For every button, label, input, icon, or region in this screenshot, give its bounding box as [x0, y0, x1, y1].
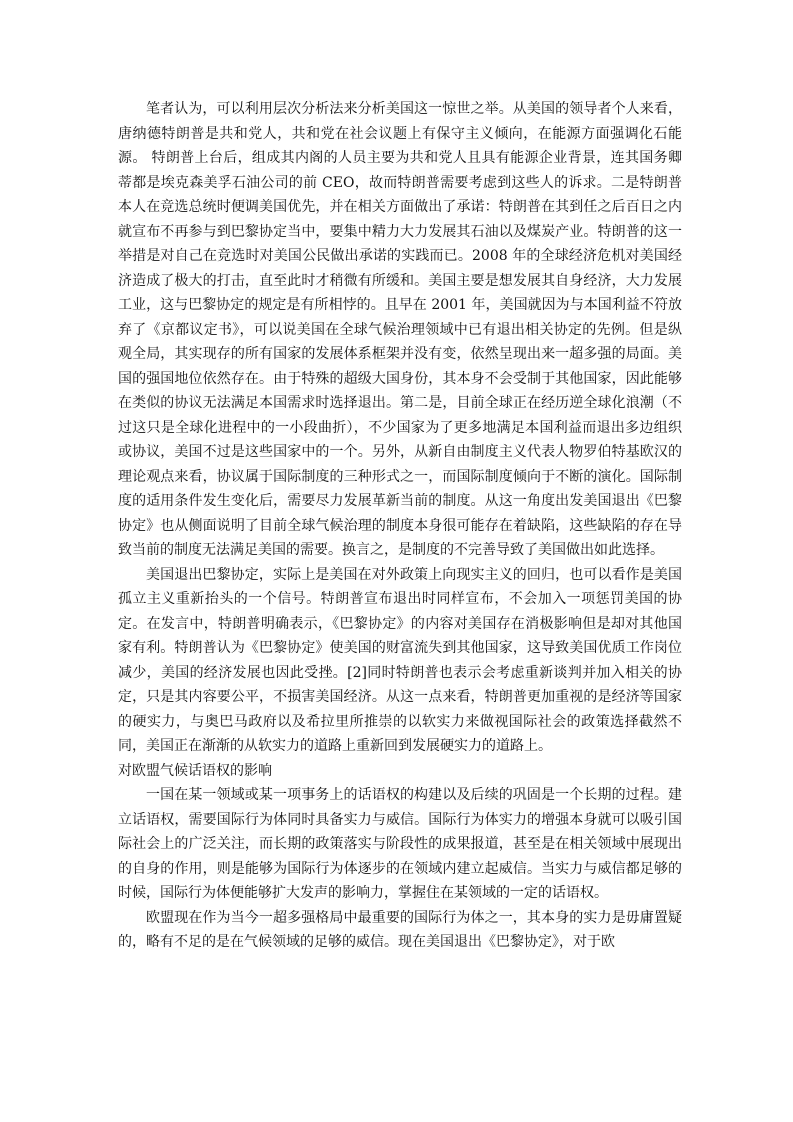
paragraph-eu-authority: 欧盟现在作为当今一超多强格局中最重要的国际行为体之一，其本身的实力是毋庸置疑的，略有不足的是在气候领域的足够的威信。现在美国退出《巴黎协定》，对于欧 — [118, 909, 682, 950]
paragraph-discourse-power: 一国在某一领域或某一项事务上的话语权的构建以及后续的巩固是一个长期的过程。建立话语权，需要国际行为体同时具备实力与威信。国际行为体实力的增强本身就可以吸引国际社会上的广泛关注，而长期的政策落实与阶段性的成果报道，甚至是在相关领域中展现出的自身的作用，则是能够为国际行为体逐步的在领域内建立起威信。当实力与威信都足够的时候，国际行为体便能够扩大发声的影响力，掌握住在某领域的一定的话语权。 — [118, 787, 682, 901]
document-body — [118, 97, 682, 955]
section-heading: 对欧盟气候话语权的影响 — [118, 762, 272, 779]
paragraph-realism-return: 美国退出巴黎协定，实际上是美国在对外政策上向现实主义的回归，也可以看作是美国孤立主义重新抬头的一个信号。特朗普宣布退出时同样宣布，不会加入一项惩罚美国的协定。在发言中，特朗普明确表示，《巴黎协定》的内容对美国存在消极影响但是却对其他国家有利。特朗普认为《巴黎协定》使美国的财富流失到其他国家，这导致美国优质工作岗位减少，美国的经济发展也因此受挫。[2]同时特朗普也表示会考虑重新谈判并加入相关的协定，只是其内容要公平，不损害美国经济。从这一点来看，特朗普更加重视的是经济等国家的硬实力，与奥巴马政府以及希拉里所推崇的以软实力来做视国际社会的政策选择截然不同，美国正在渐渐的从软实力的道路上重新回到发展硬实力的道路上。 — [118, 566, 682, 754]
paragraph-hierarchy-analysis: 笔者认为，可以利用层次分析法来分析美国这一惊世之举。从美国的领导者个人来看，唐纳德特朗普是共和党人，共和党在社会议题上有保守主义倾向，在能源方面强调化石能源。 特朗普上台后，组成其内阁的人员主要为共和党人且具有能源企业背景，连其国务卿蒂都是埃克森美孚石油公司的前 CEO，故而特朗普需要考虑到这些人的诉求。二是特朗普本人在竞选总统时便调美国优先，并在相关方面做出了承诺：特朗普在其到任之后百日之内就宣布不再参与到巴黎协定当中，要集中精力大力发展其石油以及煤炭产业。特朗普的这一举措是对自己在竞选时对美国公民做出承诺的实践而已。2008 年的全球经济危机对美国经济造成了极大的打击，直至此时才稍微有所缓和。美国主要是想发展其自身经济，大力发展工业，这与巴黎协定的规定是有所相悖的。且早在 2001 年，美国就因为与本国利益不符放弃了《京都议定书》，可以说美国在全球气候治理领域中已有退出相关协定的先例。但是纵观全局，其实现存的所有国家的发展体系框架并没有变，依然呈现出来一超多强的局面。美国的强国地位依然存在。由于特殊的超级大国身份，其本身不会受制于其他国家，因此能够在类似的协议无法满足本国需求时选择退出。第二是，目前全球正在经历逆全球化浪潮（不过这只是全球化进程中的一小段曲折），不少国家为了更多地满足本国利益而退出多边组织或协议，美国不过是这些国家中的一个。另外，从新自由制度主义代表人物罗伯特基欧汉的理论观点来看，协议属于国际制度的三种形式之一，而国际制度倾向于不断的演化。国际制度的适用条件发生变化后，需要尽力发展革新当前的制度。从这一角度出发美国退出《巴黎协定》也从侧面说明了目前全球气候治理的制度本身很可能存在着缺陷，这些缺陷的存在导致当前的制度无法满足美国的需要。换言之，是制度的不完善导致了美国做出如此选择。 — [118, 101, 682, 558]
